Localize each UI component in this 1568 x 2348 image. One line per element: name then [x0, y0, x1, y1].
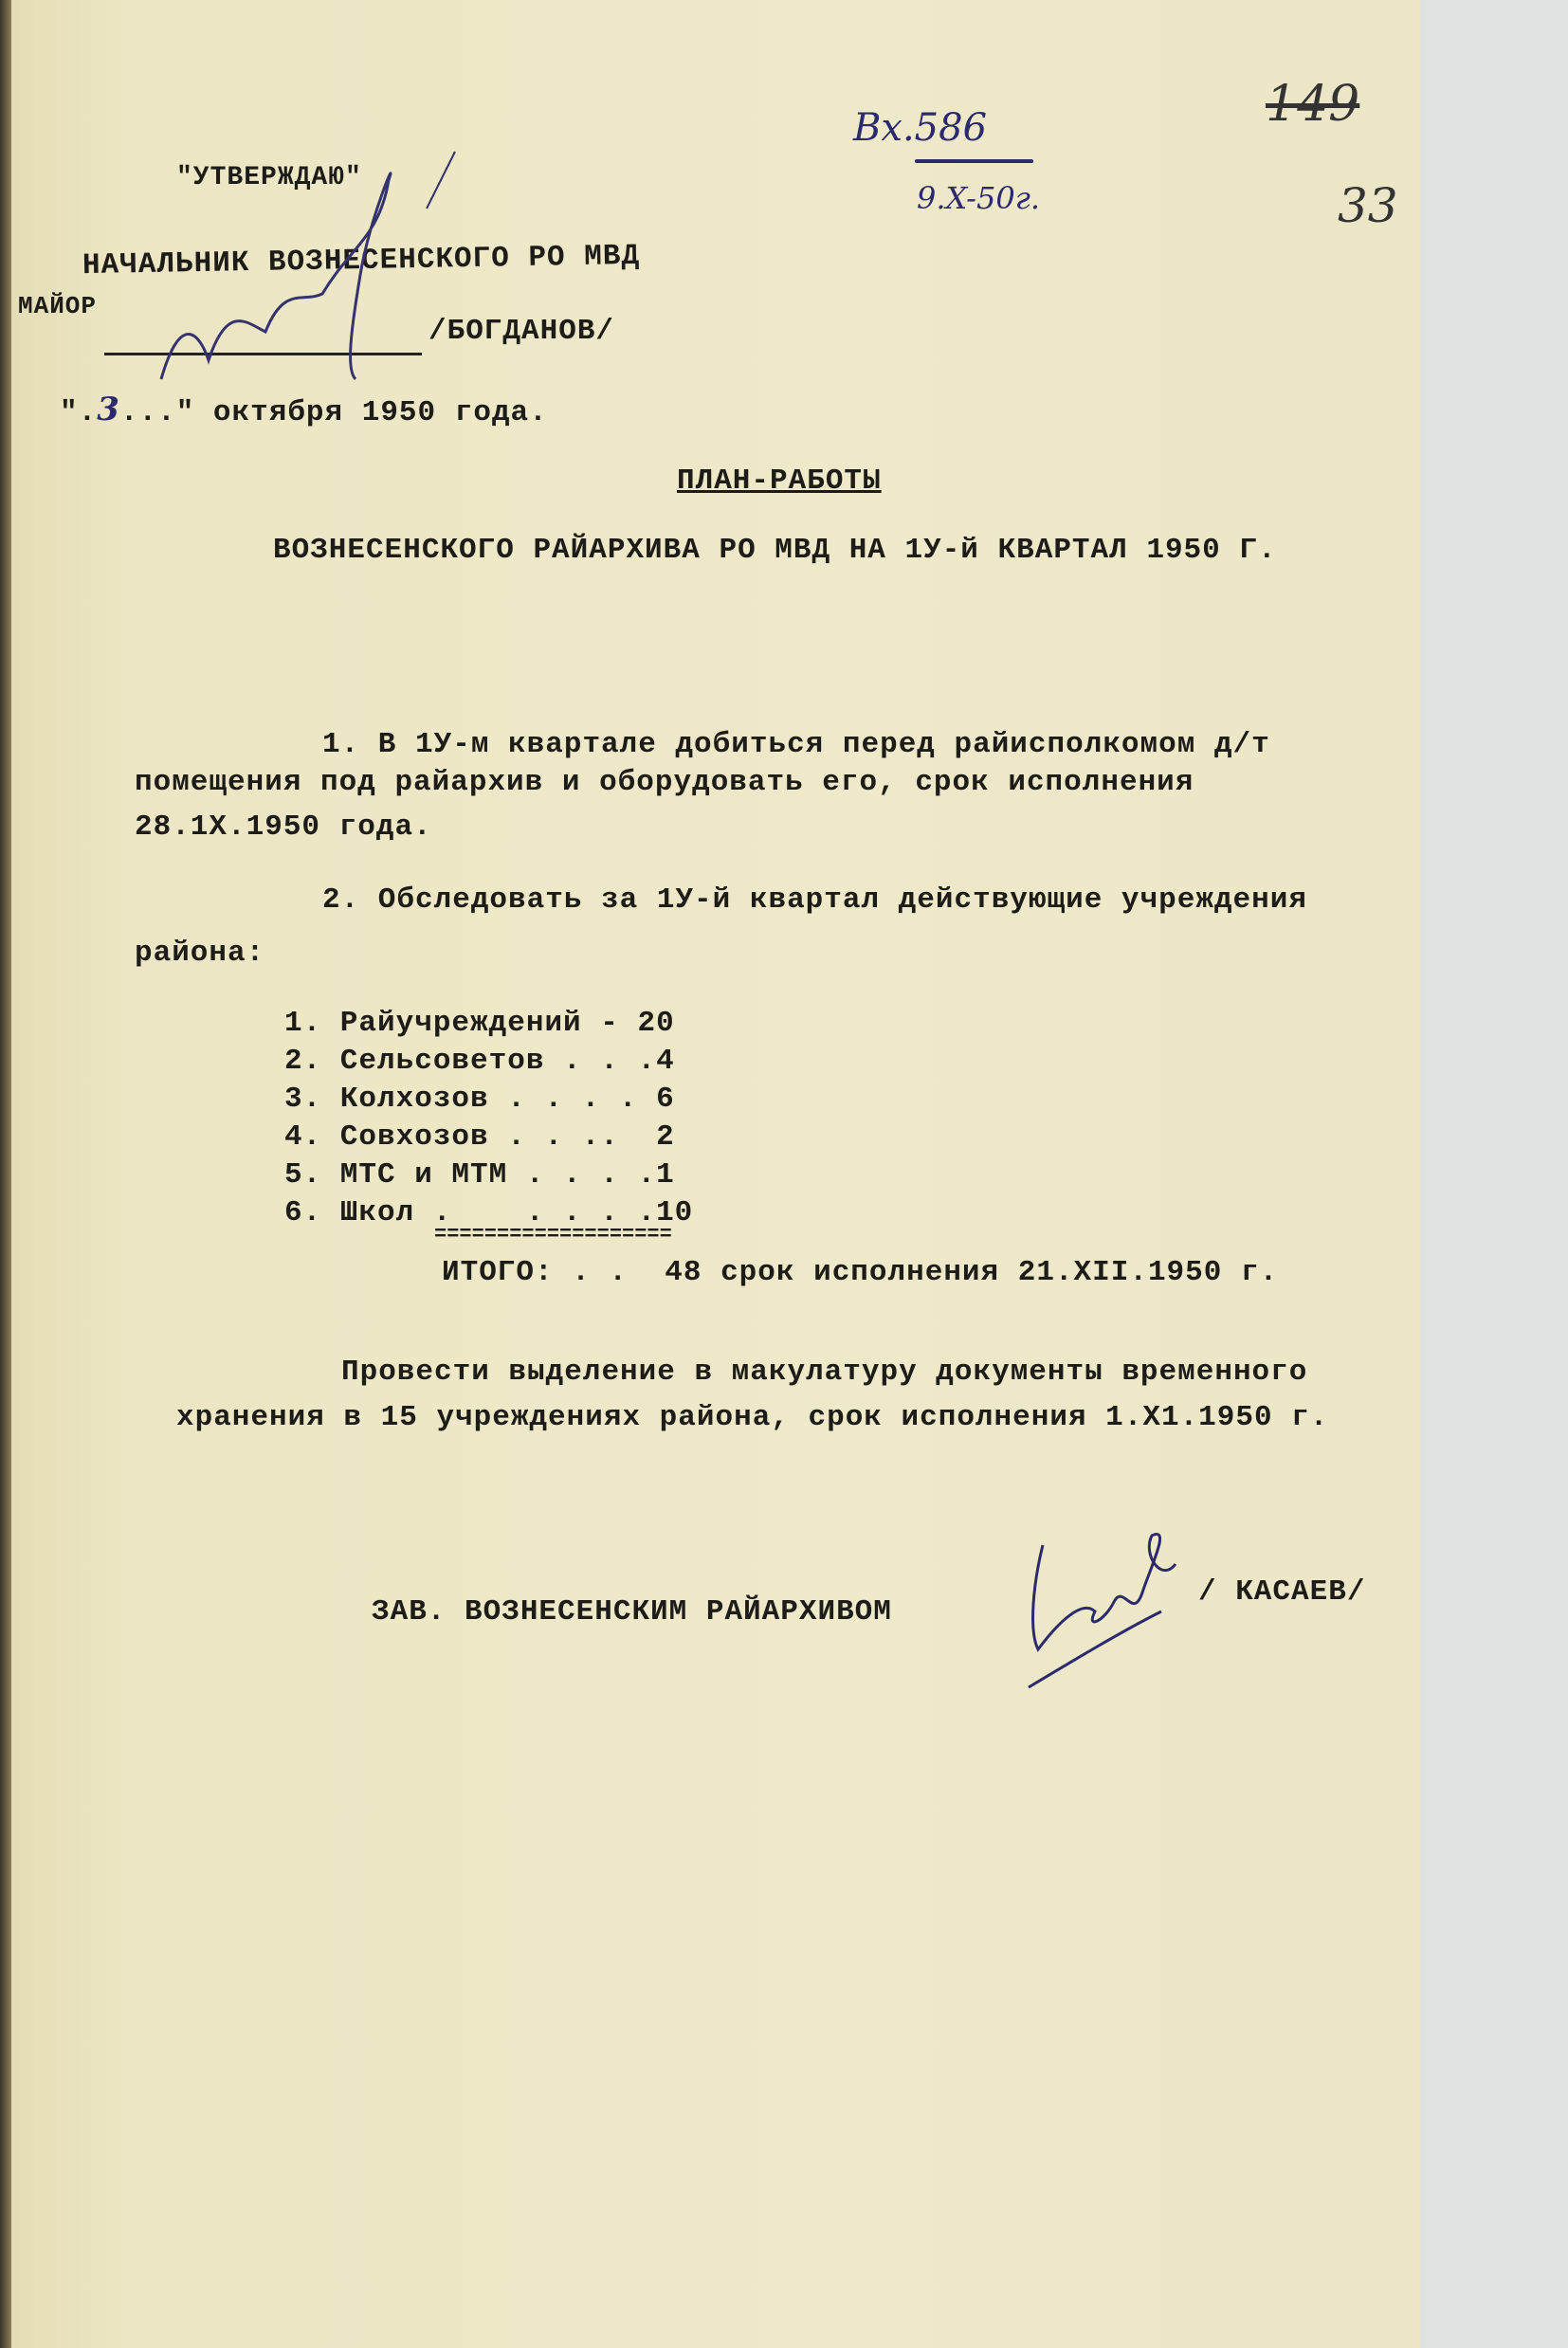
old-page-number: 149	[1266, 76, 1360, 133]
paragraph-3-line: Провести выделение в макулатуру документы временного	[341, 1356, 1308, 1389]
total-line: ИТОГО: . . 48 срок исполнения 21.XII.1950 г.	[442, 1256, 1279, 1289]
list-item: 3. Колхозов . . . . 6	[284, 1083, 675, 1116]
approval-date: ".3..." октября 1950 года.	[60, 391, 548, 429]
approval-stamp: "УТВЕРЖДАЮ"	[176, 163, 362, 192]
list-item: 1. Райучреждений - 20	[284, 1007, 675, 1040]
list-item: 6. Школ . . . . .10	[284, 1196, 694, 1229]
paragraph-1-line: 1. В 1У-м квартале добиться перед райисполкомом д/т	[322, 728, 1270, 761]
list-item: 4. Совхозов . . .. 2	[284, 1120, 675, 1154]
paragraph-2-line: района:	[135, 937, 265, 970]
total-separator: ===================	[434, 1223, 672, 1247]
archive-head-signature	[1019, 1507, 1209, 1697]
paragraph-1-line: помещения под райархив и оборудовать его, срок исполнения	[135, 766, 1194, 799]
archive-head-name: / КАСАЕВ/	[1198, 1575, 1366, 1609]
binding-edge	[0, 0, 11, 2348]
list-item: 5. МТС и МТМ . . . .1	[284, 1158, 675, 1192]
paragraph-2-line: 2. Обследовать за 1У-й квартал действующие учреждения	[322, 883, 1307, 917]
document-subtitle: ВОЗНЕСЕНСКОГО РАЙАРХИВА РО МВД НА 1У-й КВАРТАЛ 1950 Г.	[273, 534, 1277, 567]
approver-position: НАЧАЛЬНИК ВОЗНЕСЕНСКОГО РО МВД	[82, 239, 641, 283]
approver-name: /БОГДАНОВ/	[428, 315, 615, 348]
incoming-date: 9.X-50г.	[917, 180, 1041, 216]
paragraph-1-line: 28.1Х.1950 года.	[135, 810, 432, 844]
incoming-underline	[915, 159, 1033, 163]
paragraph-3-line: хранения в 15 учреждениях района, срок исполнения 1.Х1.1950 г.	[176, 1401, 1329, 1434]
approver-signature	[142, 142, 635, 408]
approver-rank: МАЙОР	[18, 292, 98, 320]
incoming-number: Вх.586	[853, 106, 988, 150]
page-number: 33	[1338, 178, 1398, 233]
list-item: 2. Сельсоветов . . .4	[284, 1045, 675, 1078]
archive-head-position: ЗАВ. ВОЗНЕСЕНСКИМ РАЙАРХИВОМ	[372, 1595, 892, 1629]
document-title: ПЛАН-РАБОТЫ	[677, 464, 882, 498]
